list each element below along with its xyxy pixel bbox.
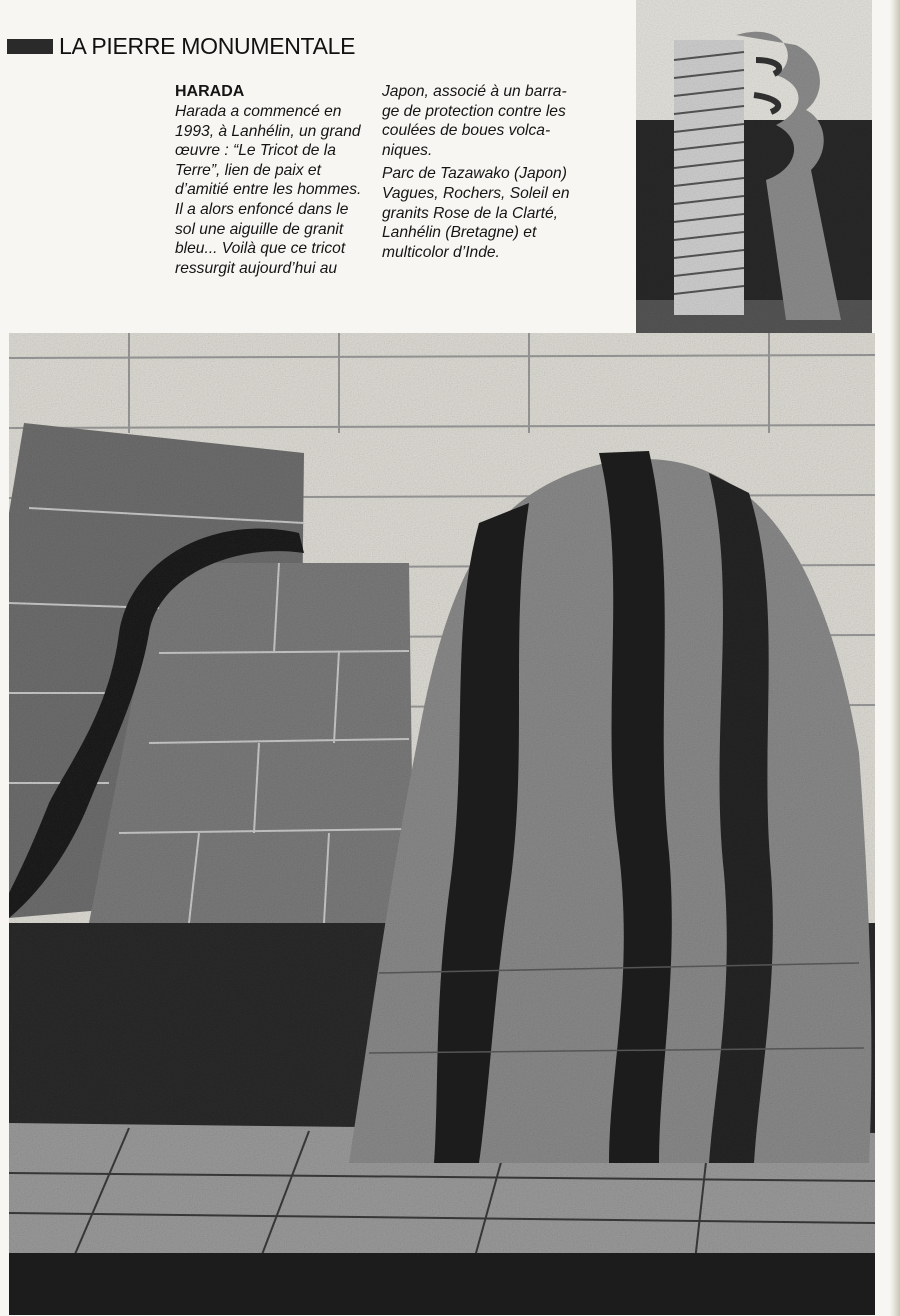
text-line: ge de protection contre les [382, 102, 566, 120]
section-marker-bar [7, 39, 53, 54]
text-line: Japon, associé à un barra- [382, 83, 567, 100]
text-line: œuvre : “Le Tricot de la [175, 142, 336, 160]
caption-line: multicolor d’Inde. [382, 243, 500, 261]
text-line: Il a alors enfoncé dans le [175, 200, 349, 218]
section-header [7, 30, 355, 62]
caption-line: Vagues, Rochers, Soleil en [382, 184, 570, 202]
text-line: 1993, à Lanhélin, un grand [175, 122, 361, 140]
sculpture-photo-small [636, 0, 872, 362]
caption-line: Parc de Tazawako (Japon) [382, 165, 567, 183]
photo-caption [382, 164, 602, 262]
text-line: d’amitié entre les hommes. [175, 181, 362, 199]
caption-line: Lanhélin (Bretagne) et [382, 224, 537, 242]
text-line: Terre”, lien de paix et [175, 161, 321, 179]
sculpture-photo-main [9, 333, 875, 1315]
text-line: coulées de boues volca- [382, 122, 551, 140]
page-edge [890, 0, 900, 1316]
text-line: ressurgit aujourd’hui au [175, 259, 338, 277]
article-column-1 [175, 82, 375, 278]
text-line: sol une aiguille de granit [175, 220, 344, 238]
article-column-2 [382, 82, 602, 262]
artist-name: HARADA [175, 83, 245, 100]
text-line: Harada a commencé en [175, 103, 342, 120]
text-line: bleu... Voilà que ce tricot [175, 240, 346, 258]
caption-line: granits Rose de la Clarté, [382, 204, 558, 222]
text-line: niques. [382, 141, 433, 159]
section-title: LA PIERRE MONUMENTALE [59, 32, 356, 59]
